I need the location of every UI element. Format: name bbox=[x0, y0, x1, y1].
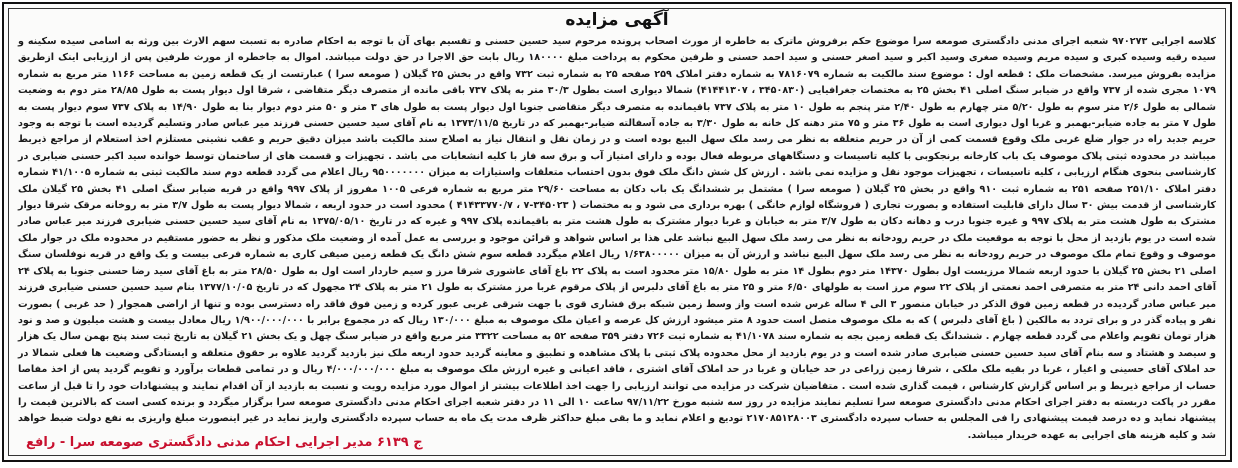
notice-title: آگهی مزایده bbox=[565, 10, 669, 30]
notice-body: کلاسه اجرایی ۹۷۰۲۷۳ شعبه اجرای مدنی دادگستری صومعه سرا موضوع حکم برفروش ماترک به خاطره از مورث اصحاب پرونده مرحوم سید حسین حسنی و تقسیم بهای آن با توجه به احکام صادره به تسبت سهم الارث بین ورثه به اسامی سیده سکینه و سیده رقیه وسیده کبری و سیده مریم وسیده صغری وسید اکبر و سید اصغر حسنی و سید احمد حسنی و طرفین محکوم به پرداخت مبلغ ۱۸۰۰۰۰ ریال بابت حق الاجرا در حق دولت میباشد. اموال به جاخطره از مورث طرفین پس از ارزیابی اینک ازطریق مزایده بفروش میرسد. مشخصات ملک : قطعه اول : موضوع سند مالکیت به شماره ۷۸۱۶۰۷۹ به شماره دفتر املاک ۲۵۹ صفحه ۲۵ به شماره ثبت ۷۳۲ واقع در بخش ۲۵ گیلان ( صومعه سرا ) عبارتست از یک قطعه زمین به مساحت ۱۱۶۶ متر مربع به شماره ۱۰۷۹ مجری شده از ۷۳۷ واقع در ضیابر سنگ اصلی ۴۱ بخش ۲۵ به مختصات جغرافیایی (۳۴۵۰۸۳۰ ، ۴۱۴۴۱۳۰۷) شمالا دیواری است بطول ۳۰/۳ متر به پلاک ۷۳۷ باقی مانده از متصرف دیگر متقاضی ، شرقا اول دیوار پست به طول ۲۸/۸۵ متر دوم به وضعیت شمالی به طول ۲/۶ متر سوم به طول ۵/۲۰ متر چهارم به طول ۲/۴۰ متر پنجم به طول ۱۰ متر به پلاک ۷۳۷ باقیمانده به متصرف دیگر متقاضی جنوبا اول دیوار پست به طول های ۳ متر و ۵۰ متر دوم دیوار بنا به طول ۱۴/۹۰ به پلاک ۷۳۷ سوم دیوار پست به طول ۷ متر به جاده ضیابر-بهمبر و غربا اول دیواری است به طول ۳۶ متر و ۷۵ متر دهنه کل خانه به طول ۳/۳۰ به جاده آسفالته ضیابر-بهمبر که در تاریخ ۱۳۷۳/۱۱/۵ به نام آقای سید حسین حسنی فرزند میر عباس صادر وتسلیم گردیده است با توجه به وجود حریم جدید راه در جوار ضلع غربی ملک وقوع قسمت کمی از آن در حریم متعلقه به نظر می رسد ملک سهل البیع بوده است و در زمان نقل و انتقال نیاز به اصلاح سند مالکیت باشد میزان دقیق حریم و عقب نشینی مستلزم اخذ استعلام از مراجع ذیربط میباشد در محدوده ثبتی پلاک موصوف یک باب کارخانه برنجکوبی با کلیه تاسیسات و دستگاههای مربوطه فعال بوده و دارای امتیاز آب و برق سه فاز با کلیه انشعابات می باشد . تجهیزات و قسمت های از ساختمان توسط خوانده سید اکبر حسنی ضیابری در کارشناسی بنحوی هنگام ارزیابی ، کلیه تاسیسات ، تجهیزات موجود نقل و مزایده نمی باشد . ارزش کل شش دانگ ملک فوق بدون احتساب متعلقات واستیازات به میزان ۹۵۰۰۰۰۰۰۰ ریال اعلام می گردد قطعه دوم سند مالکیت ثبتی به شماره ۴۱/۱۰۰۵ شماره دفتر املاک ۲۵۱/۱۰ صفحه ۲۵۱ به شماره ثبت ۹۱۰ واقع در بخش ۲۵ گیلان ( صومعه سرا ) مشتمل بر ششدانگ یک باب دکان به مساحت ۲۹/۶۰ متر مربع به شماره فرعی ۱۰۰۵ مفروز از پلاک ۹۹۷ واقع در قریه ضیابر سنگ اصلی ۴۱ بخش ۲۵ گیلان ملک کارشناسی از قدمت بیش ۳۰ سال دارای قابلیت استفاده و بصورت تجاری ( فروشگاه لوازم خانگی ) بهره برداری می شود و به مختصات ( ۳۴۵۰۲۳-۷ ، ۴۱۴۳۳۷۷۰/۷ ) محدود است در حدود اربعه ، شمالا دیوار پست به طول ۳/۷ متر به روخانه مرقک شرقا دیوار مشترک به طول هشت متر به پلاک ۹۹۷ و غیره جنوبا درب و دهانه دکان به طول ۳/۷ متر به خیابان و غربا دیوار مشترک به طول هشت متر به باقیمانده پلاک ۹۹۷ و غیره که در تاریخ ۱۳۷۵/۰۵/۱۰ به نام آقای سید حسین حسنی ضیابری فرزند میر عباس صادر شده است در یوم بازدید از محل با توجه به موقعیت ملک در حریم رودخانه به نظر می رسد ملک سهل البیع نباشد علی هذا بر اساس شواهد و قرائن موجود و بررسی به عمل آمده از وضعیت ملک مذکور و نظر به حضور مستقیم در محدوده ملک در جوار ملک موصوف و وقوع تمام ملک موصوف در حریم رودخانه به نظر می رسد ملک سهل البیع نباشد و ارزش آن به میزان ۱/۶۳۸۰۰۰۰۰ ریال اعلام میگردد قطعه سوم شش دانگ یک قطعه زمین صیفی کاری به شماره فرعی بیست و یک واقع در قریه نوفلسان سنگ اصلی ۲۱ بخش ۲۵ گیلان با حدود اربعه شمالا مرزیست اول بطول ۱۴۳۷۰ متر دوم بطول ۱۴ متر به طول ۱۵/۸۰ متر محدود است به پلاک ۲۲ باغ آقای عاشوری شرقا مرز و سیم خاردار است اول به طول ۲۸/۵۰ متر به باغ آقای سید رضا حسنی جنوبا به پلاک ۲۴ آقای احمد دانی ۲۴ متر به متصرفی احمد نعمتی از پلاک ۲۲ سوم مرز است به طولهای ۶/۵۰ متر و ۲۵ متر به باغ آقای دلبرس از پلاک مرقوم غربا مرز مشترک به طول ۲۱ متر به پلاک ۲۴ مجهول که در تاریخ ۱۳۷۷/۱۰/۰۵ بنام سید حسین حسنی ضیابری فرزند میر عباس صادر گردیده در قطعه زمین فوق الذکر در خیابان منصور ۳ الی ۴ ساله غرس شده است واز وسط زمین شبکه برق فشاری قوی با جهت شرقی غربی عبور کرده و زمین فوق فاقد راه دسترسی بوده و تنها از اراضی همجوار ( حد غربی ) بصورت نفر و پیاده گذر در و برای تردد به مالکین ( باغ آقای دلبرس ) که به ملک موصوف متصل است حدود ۸ متر میشود ارزش کل عرصه و اعیان ملک موصوف به مبلغ ۱۳۰/۰۰۰ ریال که در مجموع برابر با ۱/۹۰۰/۰۰۰/۰۰۰ ریال معادل بیست و هشت میلیون و صد و نود هزار تومان تقویم واعلام می گردد قطعه چهارم . ششدانگ یک قطعه زمین بجه به شماره سند ۴۱/۱۰۷۸ به شماره ثبت ۷۲۶ دفتر ۳۵۹ صفحه ۵۲ به مساحت ۳۳۲۲ متر مربع واقع در ضیابر سنگ چهل و یک بخش ۲۱ گیلان به تاریخ ثبت سند پنج بهمن سال یک هزار و سیصد و هشتاد و سه بنام آقای سید حسین حسنی ضیابری صادر شده است و در یوم بازدید از محل محدوده پلاک ثبتی با پلاک مشاهده و تطبیق و معاینه گردید حدود اربعه ملک نیز بازدید گردید علاوه بر حقوق متعلقه و ایستادگی وضعیت ها فعلی شمالا در حد املاک آقای حسینی و اغیار ، غربا در بقیه ملک ملکی ، شرقا زمین زراعی در حد خیابان و غربا در حد املاک آقای اشتری ، فاقد اعیانی و غیره ارزش ملک موصوف به مبلغ ۴/۰۰۰/۰۰۰/۰۰۰ ریال و در تمامی قطعات برآورد و تقویم گردید پس از اخذ مفاصا حساب از مراجع ذیربط و بر اساس گزارش کارشناس ، قیمت گذاری شده است . متقاضیان شرکت در مزایده می توانند ارزیابی را جهت اخذ اطلاعات بیشتر از اموال مورد مزایده رویت و نسبت به بازدید از آن اقدام نمایند و پیشنهادات خود را تا قبل از ساعت مقرر در پاکت دربسته به دفتر اجرای احکام مدنی دادگستری صومعه سرا تسلیم نمایند مزایده در روز سه شنبه مورخ ۹۷/۱۱/۲۲ ساعت ۱۰ الی ۱۱ در دفتر شعبه اجرای احکام مدنی دادگستری صومعه سرا برگزار میگردد و برنده کسی است که بالاترین قیمت را پیشنهاد نماید و ده درصد قیمت پیشنهادی را فی المجلس به حساب سپرده دادگستری ۲۱۷۰۸۵۱۲۸۰۰۳ تودیع و اعلام نماید و ما بقی مبلغ حداکثر ظرف مدت یک ماه به حساب سپرده دادگستری واریز نماید در غیر اینصورت مبلغ واریزی به نفع دولت ضبط خواهد شد و کلیه هزینه های اجرایی به عهده خریدار میباشد. bbox=[18, 36, 1217, 441]
notice-frame bbox=[2, 2, 1232, 462]
notice-signature: ج ۶۱۳۹ مدیر اجرایی احکام مدنی دادگستری صومعه سرا - رافع bbox=[26, 435, 423, 450]
